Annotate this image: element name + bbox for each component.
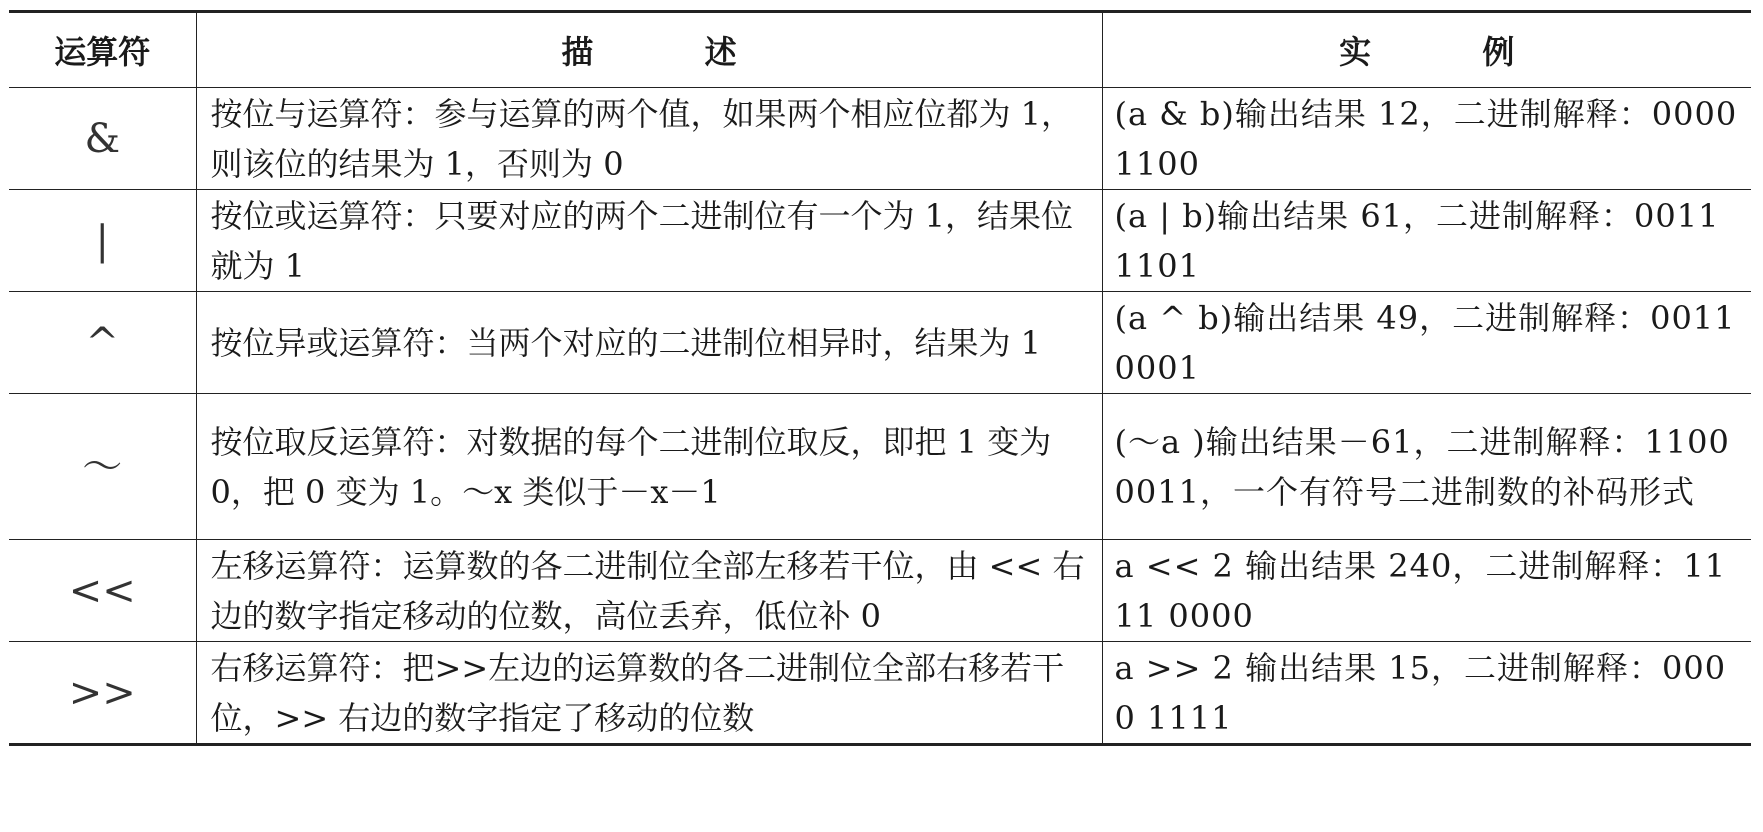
operator-cell: << — [9, 540, 196, 642]
description-cell: 按位与运算符：参与运算的两个值，如果两个相应位都为 1，则该位的结果为 1，否则为 0 — [196, 88, 1102, 190]
table-header — [9, 12, 1751, 88]
example-cell: (a | b)输出结果 61，二进制解释：0011 1101 — [1102, 190, 1751, 292]
operator-cell: & — [9, 88, 196, 190]
table-row — [9, 540, 1751, 642]
description-cell: 右移运算符：把>>左边的运算数的各二进制位全部右移若干位，>> 右边的数字指定了移动的位数 — [196, 642, 1102, 745]
operator-cell: ^ — [9, 292, 196, 394]
operator-cell: ～ — [9, 394, 196, 540]
example-cell: (a & b)输出结果 12，二进制解释：0000 1100 — [1102, 88, 1751, 190]
table-row — [9, 88, 1751, 190]
description-cell: 左移运算符：运算数的各二进制位全部左移若干位，由 << 右边的数字指定移动的位数，高位丢弃，低位补 0 — [196, 540, 1102, 642]
bitwise-operators-table — [9, 10, 1751, 746]
example-cell: a << 2 输出结果 240，二进制解释：1111 0000 — [1102, 540, 1751, 642]
table-row — [9, 394, 1751, 540]
table-row — [9, 642, 1751, 745]
header-operator: 运算符 — [9, 12, 196, 88]
table-row — [9, 190, 1751, 292]
header-row — [9, 12, 1751, 88]
header-example — [1102, 12, 1751, 88]
table-body — [9, 88, 1751, 745]
example-cell: (～a )输出结果－61，二进制解释：1100 0011，一个有符号二进制数的补码形式 — [1102, 394, 1751, 540]
header-description-label: 描 述 — [561, 33, 787, 71]
description-cell: 按位或运算符：只要对应的两个二进制位有一个为 1，结果位就为 1 — [196, 190, 1102, 292]
example-cell: a >> 2 输出结果 15，二进制解释：0000 1111 — [1102, 642, 1751, 745]
table-row — [9, 292, 1751, 394]
operator-cell: | — [9, 190, 196, 292]
description-cell: 按位异或运算符：当两个对应的二进制位相异时，结果为 1 — [196, 292, 1102, 394]
header-description — [196, 12, 1102, 88]
description-cell: 按位取反运算符：对数据的每个二进制位取反，即把 1 变为 0，把 0 变为 1。～x 类似于－x－1 — [196, 394, 1102, 540]
header-example-label: 实 例 — [1339, 33, 1565, 71]
operator-cell: >> — [9, 642, 196, 745]
example-cell: (a ^ b)输出结果 49，二进制解释：0011 0001 — [1102, 292, 1751, 394]
